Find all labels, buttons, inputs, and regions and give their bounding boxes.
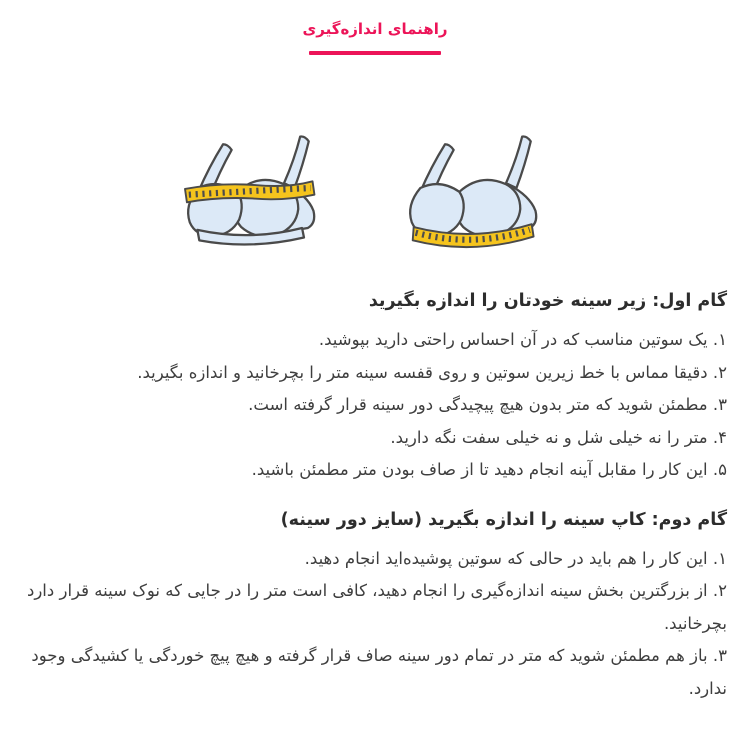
section-step-one: [23, 291, 727, 487]
step-item: ۲. از بزرگترین بخش سینه اندازه‌گیری را انجام دهید، کافی است متر را در جایی که نوک سینه قرار دارد بچرخانید.: [26, 581, 727, 633]
bra-bust-tape-illustration: [166, 129, 362, 267]
step-item: ۴. متر را نه خیلی شل و نه خیلی سفت نگه دارید.: [390, 427, 727, 447]
bra-right-strap: [284, 136, 309, 188]
section-step-two: [23, 510, 727, 706]
page-header: [23, 16, 727, 55]
step-item: ۳. مطمئن شوید که متر بدون هیچ پیچیدگی دور سینه قرار گرفته است.: [248, 395, 727, 414]
step-item: ۲. دقیقا مماس با خط زیرین سوتین و روی قفسه سینه متر را بچرخانید و اندازه بگیرید.: [137, 362, 727, 382]
step-one-heading: گام اول: زیر سینه خودتان را اندازه بگیرید: [368, 291, 727, 311]
step-two-heading: گام دوم: کاپ سینه را اندازه بگیرید (سایز دور سینه): [280, 509, 727, 530]
bra-illustrations: [23, 129, 727, 267]
page-title: راهنمای اندازه‌گیری: [302, 20, 448, 38]
guide-content: [23, 291, 727, 705]
bra-right-strap: [506, 136, 531, 188]
bra-underbust-tape-illustration: [388, 129, 584, 267]
title-underline: [309, 51, 441, 55]
step-item: ۵. این کار را مقابل آینه انجام دهید تا از صاف بودن متر مطمئن باشید.: [251, 460, 727, 479]
step-item: ۳. باز هم مطمئن شوید که متر در تمام دور سینه صاف قرار گرفته و هیچ پیچ خوردگی یا کشیدگی وجود ندارد.: [31, 646, 727, 698]
bra-right-cup: [456, 180, 520, 236]
step-item: ۱. این کار را هم باید در حالی که سوتین پوشیده‌اید انجام دهید.: [304, 548, 727, 568]
step-item: ۱. یک سوتین مناسب که در آن احساس راحتی دارید بپوشید.: [318, 330, 727, 349]
